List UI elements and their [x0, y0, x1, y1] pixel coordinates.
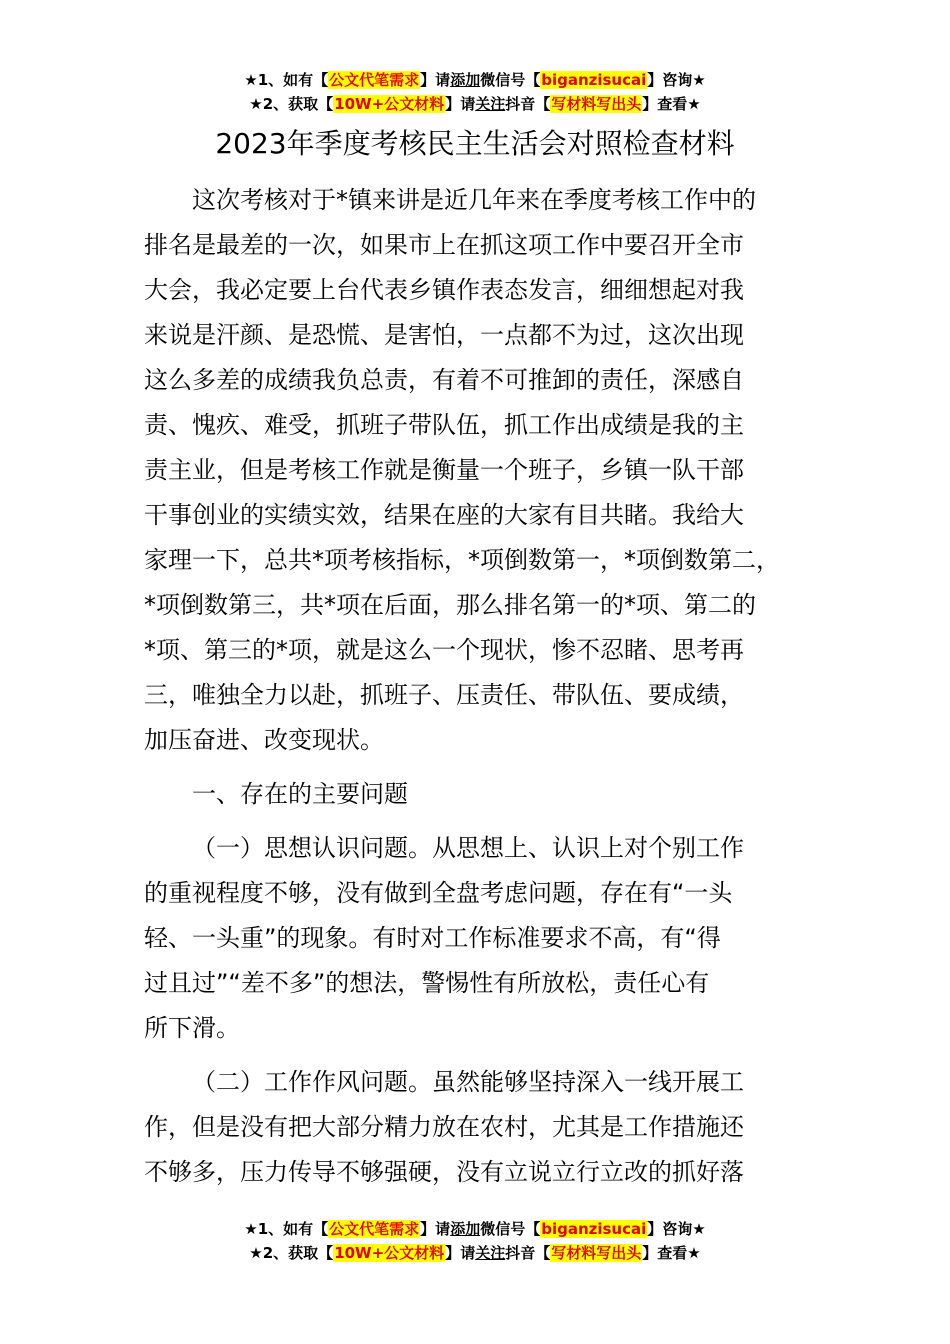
banner-highlight-wechat-id: biganzisucai [541, 1220, 647, 1238]
banner-text: 】请 [420, 1220, 451, 1238]
banner-highlight: 10W+公文材料 [334, 1244, 445, 1262]
text-line: 排名是最差的一次，如果市上在抓这项工作中要召开全市 [144, 231, 744, 259]
banner-line-1 [0, 68, 950, 92]
footer-banner [0, 1217, 950, 1265]
text-line: 的重视程度不够，没有做到全盘考虑问题，存在有“一头 [144, 879, 733, 907]
banner-text: 微信号【 [480, 71, 541, 89]
banner-underlined: 关注 [475, 95, 506, 113]
banner-line-1 [0, 1217, 950, 1241]
banner-text: 】请 [445, 95, 476, 113]
text-line: 来说是汗颜、是恐慌、是害怕，一点都不为过，这次出现 [144, 321, 744, 349]
text-line: 所下滑。 [144, 1014, 240, 1042]
text-line: 这次考核对于*镇来讲是近几年来在季度考核工作中的 [192, 186, 756, 214]
banner-line-2 [0, 1241, 950, 1265]
banner-text: 】咨询★ [647, 1220, 706, 1238]
text-line: 大会，我必定要上台代表乡镇作表态发言，细细想起对我 [144, 276, 744, 304]
problem-paragraph-1 [144, 826, 806, 1051]
banner-text: 微信号【 [480, 1220, 541, 1238]
text-line: 这么多差的成绩我负总责，有着不可推卸的责任，深感自 [144, 366, 744, 394]
banner-text: ★1、如有【 [244, 71, 329, 89]
banner-highlight: 公文代笔需求 [329, 1220, 420, 1238]
banner-text: 】咨询★ [647, 71, 706, 89]
problem-paragraph-2 [144, 1060, 806, 1195]
banner-text: 抖音【 [505, 95, 551, 113]
banner-text: 】请 [420, 71, 451, 89]
banner-highlight: 10W+公文材料 [334, 95, 445, 113]
section-heading-paragraph [144, 772, 806, 817]
text-line: 干事创业的实绩实效，结果在座的大家有目共睹。我给大 [144, 501, 744, 529]
text-line: （一）思想认识问题。从思想上、认识上对个别工作 [192, 834, 744, 862]
banner-text: 抖音【 [505, 1244, 551, 1262]
text-line: 加压奋进、改变现状。 [144, 726, 384, 754]
text-line: 不够多，压力传导不够强硬，没有立说立行立改的抓好落 [144, 1158, 744, 1186]
section-heading: 一、存在的主要问题 [192, 780, 408, 808]
banner-text: 】查看★ [642, 1244, 701, 1262]
banner-underlined: 添加 [450, 71, 481, 89]
intro-paragraph [144, 178, 806, 763]
document-title: 2023年季度考核民主生活会对照检查材料 [215, 127, 735, 160]
text-line: 轻、一头重”的现象。有时对工作标准要求不高，有“得 [144, 924, 721, 952]
banner-highlight-wechat-id: biganzisucai [541, 71, 647, 89]
banner-underlined: 添加 [450, 1220, 481, 1238]
banner-highlight: 公文代笔需求 [329, 71, 420, 89]
document-body [144, 178, 806, 1195]
header-banner [0, 68, 950, 116]
text-line: 作，但是没有把大部分精力放在农村，尤其是工作措施还 [144, 1113, 744, 1141]
banner-line-2 [0, 92, 950, 116]
banner-text: 】查看★ [642, 95, 701, 113]
text-line: 家理一下，总共*项考核指标，*项倒数第一，*项倒数第二， [144, 546, 780, 574]
text-line: （二）工作作风问题。虽然能够坚持深入一线开展工 [192, 1068, 744, 1096]
banner-text: 】请 [445, 1244, 476, 1262]
text-line: 过且过”“差不多”的想法，警惕性有所放松，责任心有 [144, 969, 710, 997]
banner-highlight-douyin-id: 写材料写出头 [551, 1244, 642, 1262]
text-line: *项倒数第三，共*项在后面，那么排名第一的*项、第二的 [144, 591, 756, 619]
text-line: 责、愧疚、难受，抓班子带队伍，抓工作出成绩是我的主 [144, 411, 744, 439]
banner-underlined: 关注 [475, 1244, 506, 1262]
banner-text: ★1、如有【 [244, 1220, 329, 1238]
banner-text: ★2、获取【 [249, 1244, 334, 1262]
banner-highlight-douyin-id: 写材料写出头 [551, 95, 642, 113]
banner-text: ★2、获取【 [249, 95, 334, 113]
text-line: 责主业，但是考核工作就是衡量一个班子，乡镇一队干部 [144, 456, 744, 484]
text-line: *项、第三的*项，就是这么一个现状，惨不忍睹、思考再 [144, 636, 744, 664]
text-line: 三，唯独全力以赴，抓班子、压责任、带队伍、要成绩， [144, 681, 744, 709]
